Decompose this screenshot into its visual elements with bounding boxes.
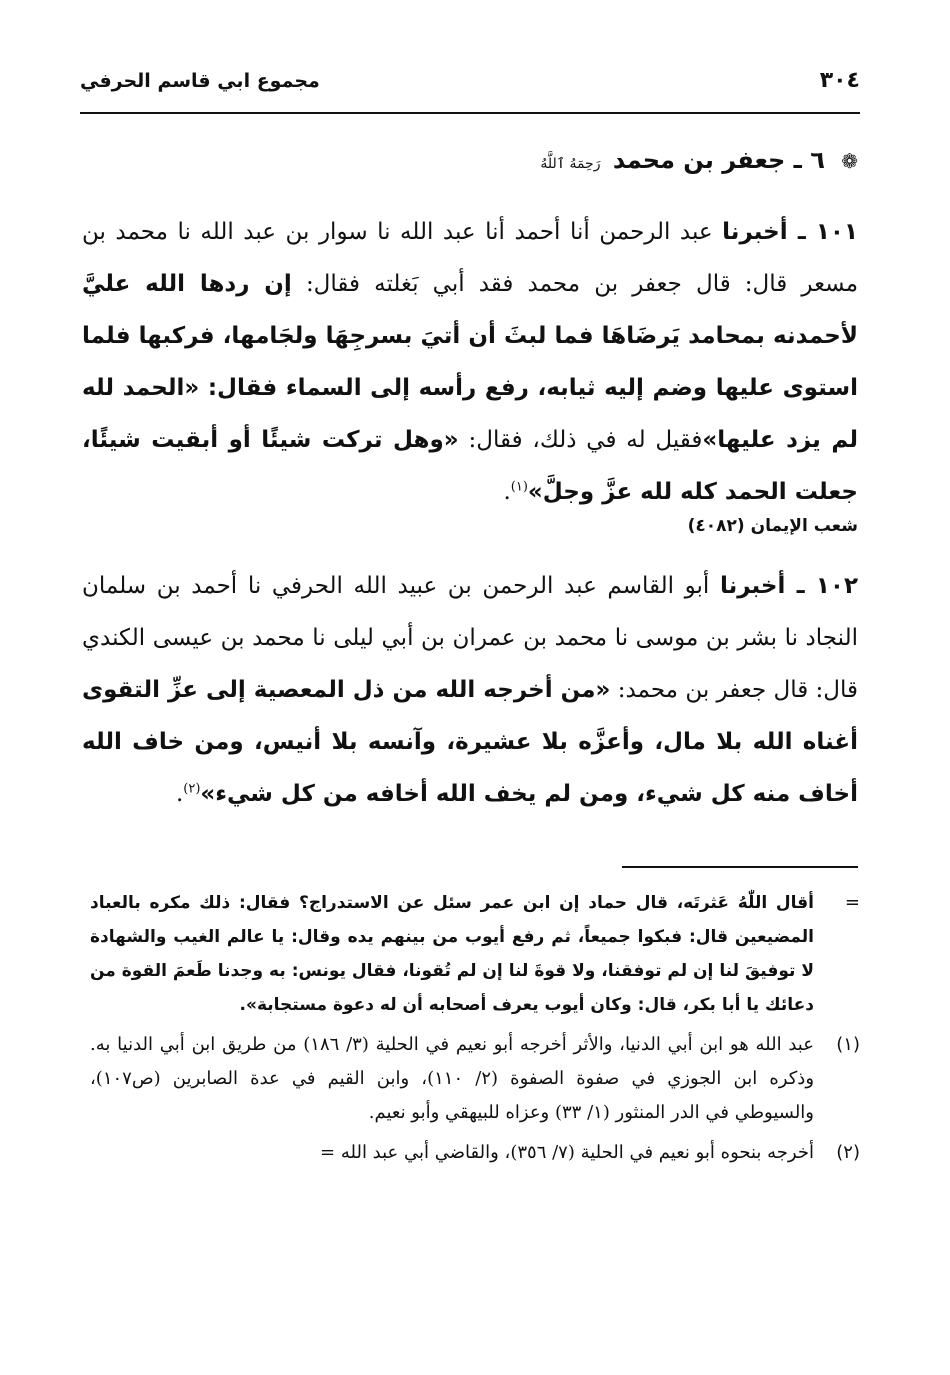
- section-title: ٦ ـ جعفر بن محمد: [612, 146, 825, 174]
- footnote-1-text: عبد الله هو ابن أبي الدنيا، والأثر أخرجه أبو نعيم في الحلية (٣/ ١٨٦) من طريق ابن أبي الدنيا به. وذكره ابن الجوزي في صفوة الصفوة (٢/ ١١٠)، وابن القيم في عدة الصابرين (ص١٠٧)، والسيوطي في الدر المنثور (١/ ٣٣) وعزاه للبيهقي وأبو نعيم.: [90, 1034, 815, 1123]
- footnote-2: [90, 1136, 860, 1170]
- footnote-separator: [622, 866, 858, 868]
- hadith-interjection: فقيل له في ذلك، فقال:: [468, 427, 703, 453]
- sentence-end: .: [175, 781, 184, 807]
- book-title: مجموع ابي قاسم الحرفي: [80, 70, 320, 92]
- hadith-number: ١٠٢ ـ أخبرنا: [719, 573, 858, 599]
- hadith-matn: «من أخرجه الله من ذل المعصية إلى عزِّ التقوى أغناه الله بلا مال، وأعزَّه بلا عشيرة، وآنسه بلا أنيس، ومن خاف الله أخاف منه كل شيء، ومن لم يخف الله أخافه من كل شيء»: [82, 677, 858, 807]
- footnotes: [90, 886, 860, 1176]
- footnote-1-marker: (١): [836, 1034, 860, 1055]
- hadith-102: [82, 560, 858, 820]
- footnote-continuation-text: أقال اللّٰهُ عَثرتَه، قال حماد إن ابن عمر سئل عن الاستدراج؟ فقال: ذلك مكره بالعباد المضيعين قال: فبكوا جميعاً، ثم رفع أيوب من بينهم يده وقال: يا عالم الغيب والشهادة لا توفيقَ لنا إن لم توفقنا، ولا قوةَ لنا إن لم تُقونا، فقال يونس: به وجدنا طَعمَ القوة من دعائك يا أبا بكر، قال: وكان أيوب يعرف أصحابه أن له دعوة مستجابة».: [90, 893, 814, 1015]
- footnote-2-marker: (٢): [836, 1142, 860, 1163]
- page-number: ٣٠٤: [819, 68, 860, 93]
- section-heading: [80, 140, 858, 184]
- hadith-matn-2: «وهل تركت شيئًا أو أبقيت شيئًا، جعلت الحمد كله لله عزَّ وجلَّ»: [82, 427, 858, 505]
- footnote-continuation: [90, 886, 860, 1022]
- honorific: رَحِمَهُ ٱللَّهُ: [540, 156, 601, 172]
- continuation-marker: =: [844, 892, 860, 913]
- footnote-ref-1[interactable]: (١): [510, 479, 528, 495]
- footnote-2-text: أخرجه بنحوه أبو نعيم في الحلية (٧/ ٣٥٦)، والقاضي أبي عبد الله =: [320, 1142, 814, 1163]
- hadith-101: [82, 206, 858, 518]
- hadith-isnad: أبو القاسم عبد الرحمن بن عبيد الله الحرفي نا أحمد بن سلمان النجاد نا بشر بن موسى نا محمد بن عمران بن أبي ليلى نا محمد بن عيسى الكندي قال: قال جعفر بن محمد:: [82, 573, 858, 703]
- flower-ornament-icon: ❁: [841, 149, 858, 173]
- hadith-number: ١٠١ ـ أخبرنا: [722, 219, 859, 245]
- running-header: [80, 62, 860, 114]
- hadith-isnad: عبد الرحمن أنا أحمد أنا عبد الله نا سوار بن عبد الله نا محمد بن مسعر قال: قال جعفر بن محمد فقد أبي بَغلته فقال:: [82, 219, 859, 297]
- footnote-1: [90, 1028, 860, 1130]
- hadith-matn: إن ردها الله عليَّ لأحمدنه بمحامد يَرضَاهَا فما لبثَ أن أتيَ بسرجِهَا ولجَامها، فركبها فلما استوى عليها وضم إليه ثيابه، رفع رأسه إلى السماء فقال: «الحمد لله لم يزد عليها»: [82, 271, 858, 453]
- sentence-end: .: [503, 479, 511, 505]
- footnote-ref-2[interactable]: (٢): [183, 781, 201, 797]
- source-citation: شعب الإيمان (٤٠٨٢): [687, 516, 858, 536]
